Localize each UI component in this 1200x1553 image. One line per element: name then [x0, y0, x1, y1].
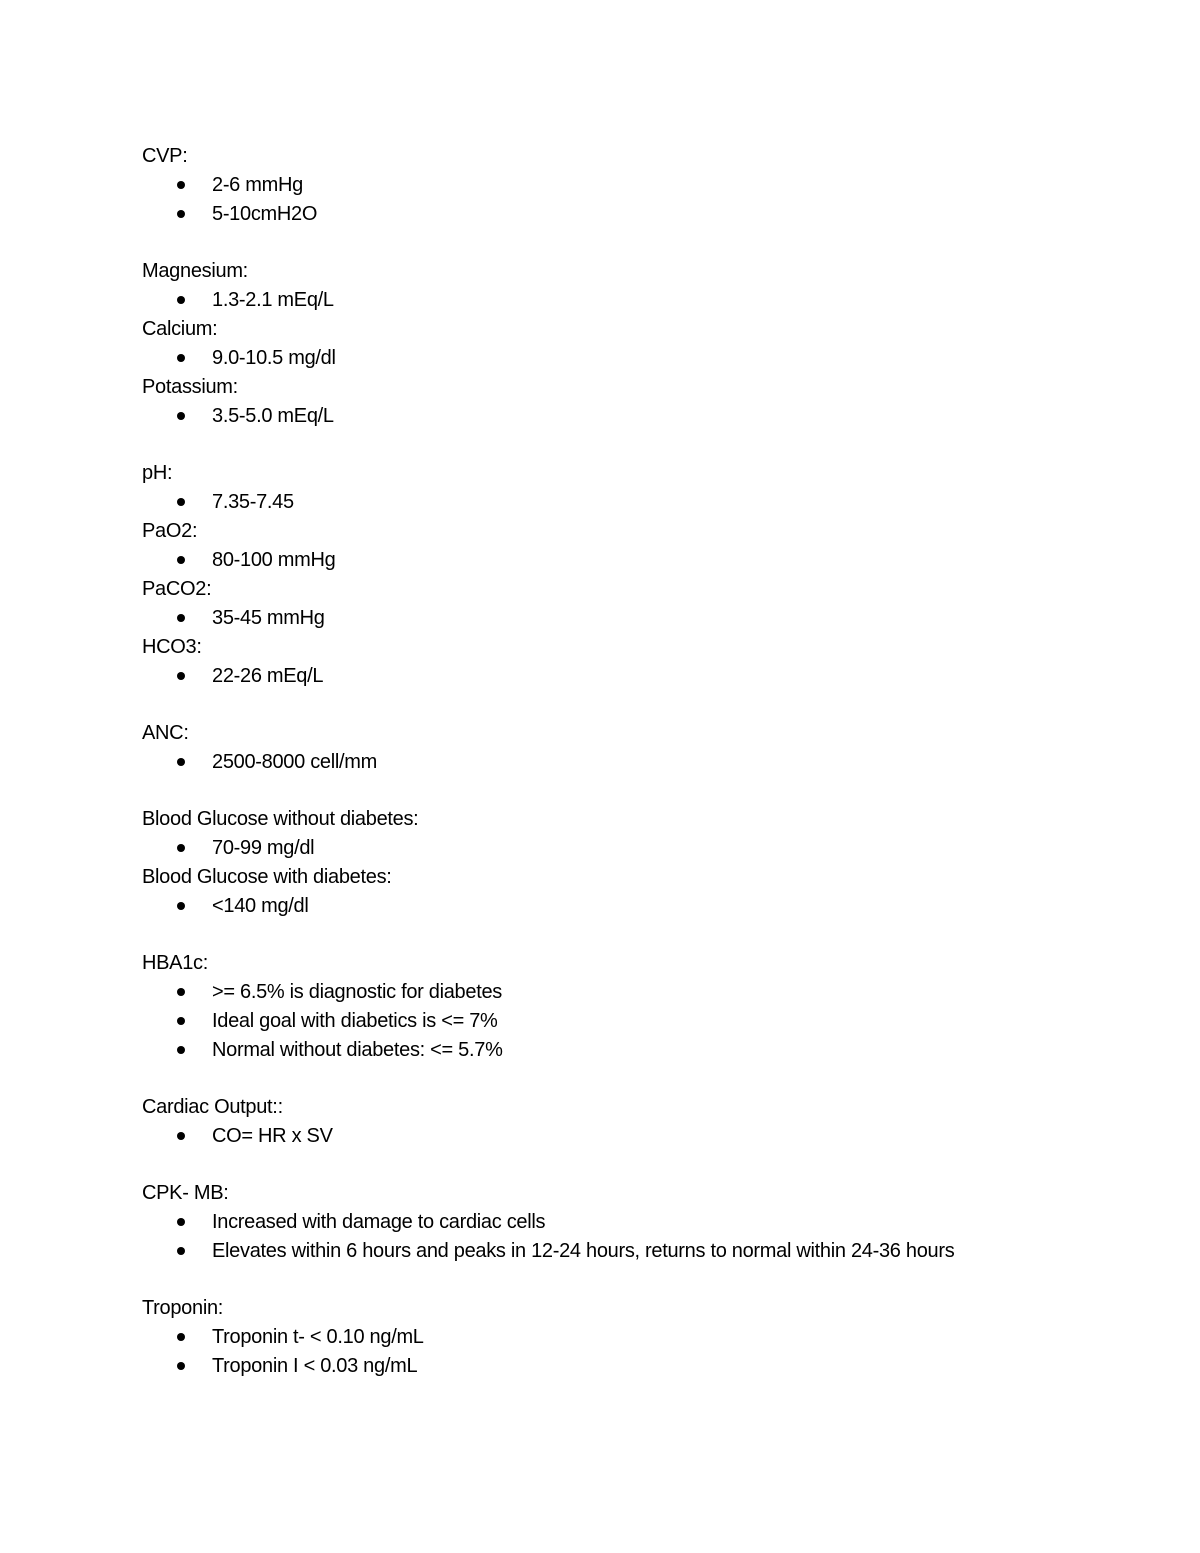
list-item: 22-26 mEq/L	[142, 662, 1042, 691]
bullet-list	[142, 1122, 1042, 1151]
document-page	[142, 142, 1042, 1381]
list-item: Troponin t- < 0.10 ng/mL	[142, 1323, 1042, 1352]
list-item: >= 6.5% is diagnostic for diabetes	[142, 978, 1042, 1007]
section-glucose-without-diabetes	[142, 805, 1042, 863]
list-item: 2-6 mmHg	[142, 171, 1042, 200]
section-heading: Potassium:	[142, 376, 238, 398]
bullet-list	[142, 1323, 1042, 1381]
section-heading: Blood Glucose without diabetes:	[142, 808, 419, 830]
bullet-list	[142, 892, 1042, 921]
section-heading: ANC:	[142, 722, 189, 744]
bullet-list	[142, 546, 1042, 575]
list-item: Elevates within 6 hours and peaks in 12-24 hours, returns to normal within 24-36 hours	[142, 1237, 1042, 1266]
section-cpk-mb	[142, 1179, 1042, 1266]
section-calcium	[142, 315, 1042, 373]
list-item: 70-99 mg/dl	[142, 834, 1042, 863]
section-heading: Calcium:	[142, 318, 218, 340]
section-ph	[142, 459, 1042, 517]
section-cvp	[142, 142, 1042, 229]
section-anc	[142, 719, 1042, 777]
section-heading: HCO3:	[142, 636, 202, 658]
section-cardiac-output	[142, 1093, 1042, 1151]
bullet-list	[142, 344, 1042, 373]
bullet-list	[142, 662, 1042, 691]
section-heading: pH:	[142, 462, 173, 484]
list-item: 9.0-10.5 mg/dl	[142, 344, 1042, 373]
list-item: 35-45 mmHg	[142, 604, 1042, 633]
section-hco3	[142, 633, 1042, 691]
section-heading: Cardiac Output::	[142, 1096, 283, 1118]
section-glucose-with-diabetes	[142, 863, 1042, 921]
section-magnesium	[142, 257, 1042, 315]
bullet-list	[142, 488, 1042, 517]
list-item: CO= HR x SV	[142, 1122, 1042, 1151]
bullet-list	[142, 978, 1042, 1065]
list-item: 1.3-2.1 mEq/L	[142, 286, 1042, 315]
list-item: 2500-8000 cell/mm	[142, 748, 1042, 777]
section-heading: PaO2:	[142, 520, 198, 542]
list-item: Ideal goal with diabetics is <= 7%	[142, 1007, 1042, 1036]
list-item: <140 mg/dl	[142, 892, 1042, 921]
section-heading: Magnesium:	[142, 260, 248, 282]
section-heading: Troponin:	[142, 1297, 224, 1319]
section-heading: CVP:	[142, 145, 188, 167]
list-item: Troponin I < 0.03 ng/mL	[142, 1352, 1042, 1381]
list-item: 7.35-7.45	[142, 488, 1042, 517]
section-hba1c	[142, 949, 1042, 1065]
section-paco2	[142, 575, 1042, 633]
bullet-list	[142, 748, 1042, 777]
section-pao2	[142, 517, 1042, 575]
bullet-list	[142, 834, 1042, 863]
bullet-list	[142, 604, 1042, 633]
list-item: Increased with damage to cardiac cells	[142, 1208, 1042, 1237]
section-heading: CPK- MB:	[142, 1182, 229, 1204]
list-item: 3.5-5.0 mEq/L	[142, 402, 1042, 431]
section-heading: HBA1c:	[142, 952, 209, 974]
bullet-list	[142, 171, 1042, 229]
section-heading: PaCO2:	[142, 578, 212, 600]
bullet-list	[142, 1208, 1042, 1266]
section-heading: Blood Glucose with diabetes:	[142, 866, 392, 888]
list-item: 5-10cmH2O	[142, 200, 1042, 229]
list-item: 80-100 mmHg	[142, 546, 1042, 575]
bullet-list	[142, 286, 1042, 315]
bullet-list	[142, 402, 1042, 431]
section-potassium	[142, 373, 1042, 431]
list-item: Normal without diabetes: <= 5.7%	[142, 1036, 1042, 1065]
section-troponin	[142, 1294, 1042, 1381]
